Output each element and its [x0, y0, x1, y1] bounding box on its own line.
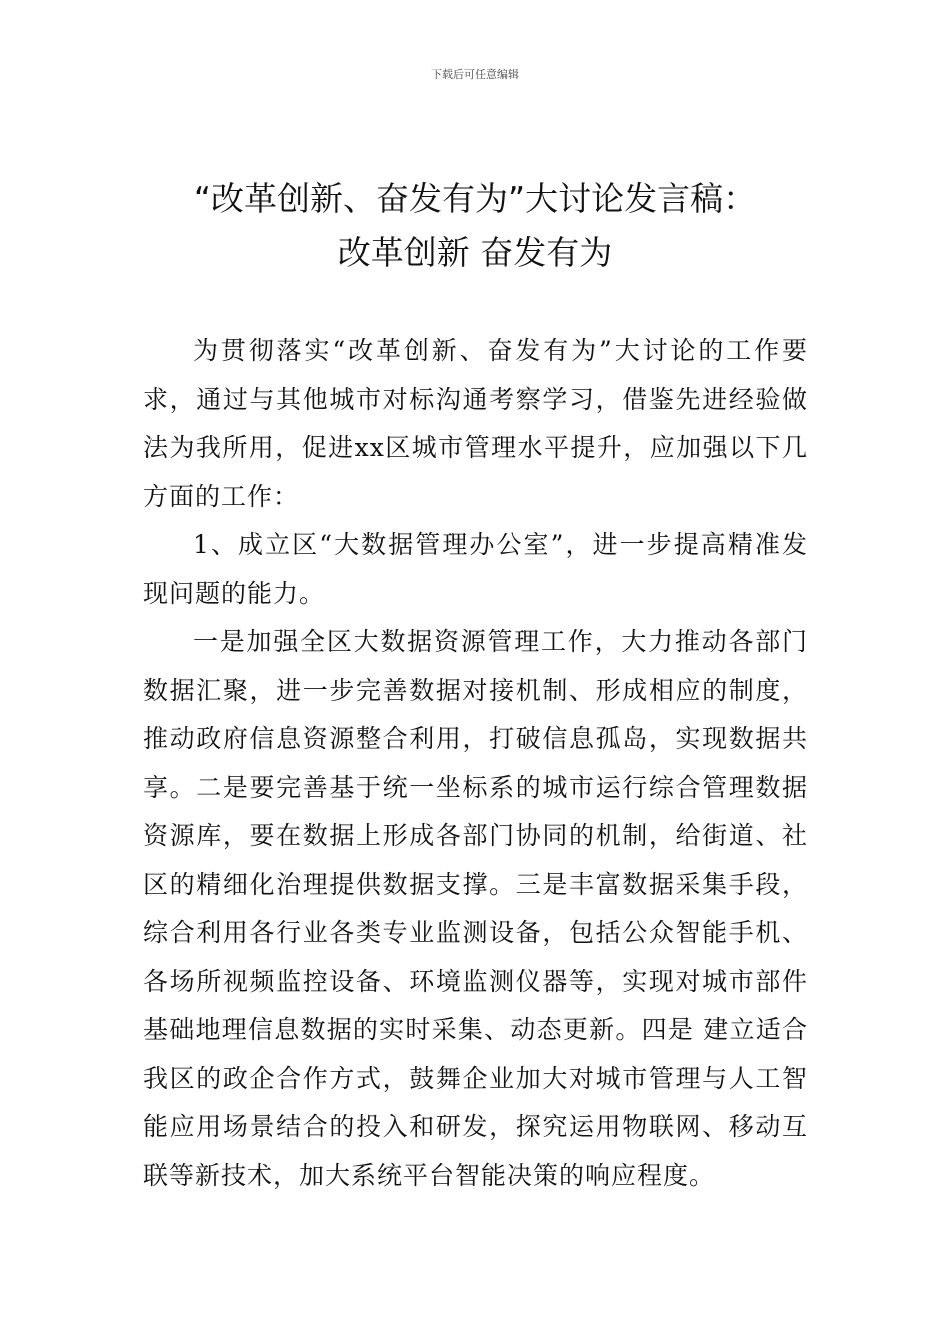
paragraph-details: 一是加强全区大数据资源管理工作，大力推动各部门数据汇聚，进一步完善数据对接机制、形成相应的制度，推动政府信息资源整合利用，打破信息孤岛，实现数据共享。二是要完善基于统一坐标系的城市运行综合管理数据资源库，要在数据上形成各部门协同的机制，给街道、社区的精细化治理提供数据支撑。三是丰富数据采集手段，综合利用各行业各类专业监测设备，包括公众智能手机、各场所视频监控设备、环境监测仪器等，实现对城市部件基础地理信息数据的实时采集、动态更新。四是 建立适合我区的政企合作方式，鼓舞企业加大对城市管理与人工智能应用场景结合的投入和研发，探究运用物联网、移动互联等新技术，加大系统平台智能决策的响应程度。: [143, 627, 808, 1190]
document-title: [100, 172, 850, 280]
paragraph-intro: 为贯彻落实“改革创新、奋发有为”大讨论的工作要求，通过与其他城市对标沟通考察学习，借鉴先进经验做法为我所用，促进xx区城市管理水平提升，应加强以下几方面的工作：: [143, 336, 808, 511]
paragraph-item-1: 1、成立区“大数据管理办公室”，进一步提高精准发现问题的能力。: [143, 530, 808, 608]
title-line-2: 改革创新 奋发有为: [337, 233, 613, 272]
header-note: 下载后可任意编辑: [431, 68, 519, 81]
document-body: [143, 327, 808, 1200]
title-line-1: “改革创新、奋发有为”大讨论发言稿：: [193, 179, 757, 218]
